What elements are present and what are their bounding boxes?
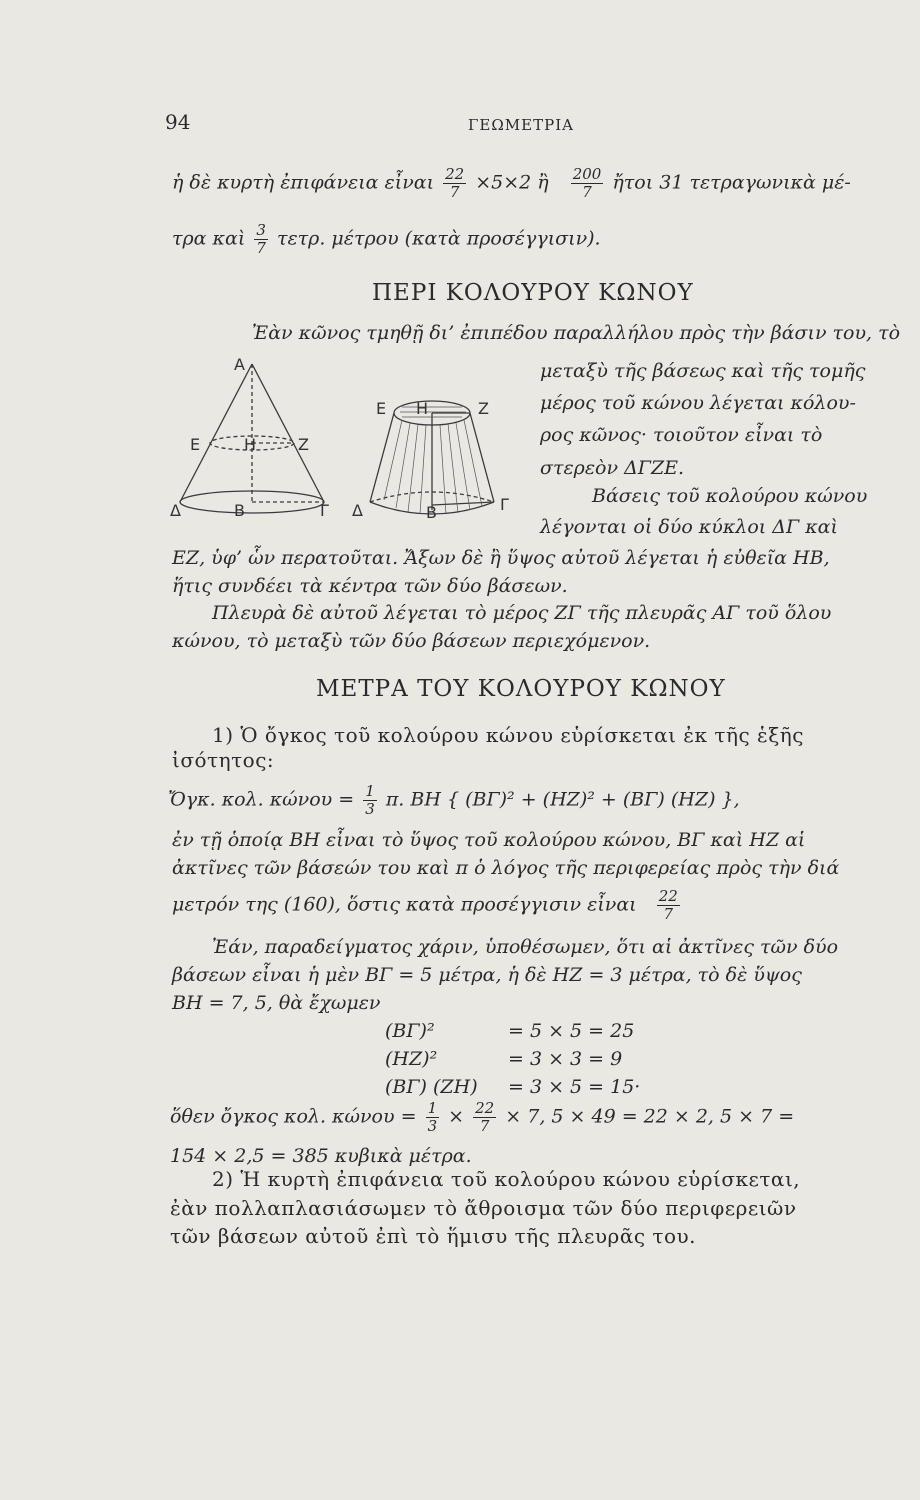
volume-formula — [168, 783, 740, 818]
fraction-numerator: 22 — [445, 165, 465, 183]
cone-label-b: Β — [234, 501, 245, 520]
volume-text-a: ὅθεν ὄγκος κολ. κώνου = — [170, 1105, 417, 1128]
cone-figure — [170, 350, 530, 530]
fraction-numerator: 22 — [475, 1099, 495, 1117]
cone-label-z: Ζ — [298, 435, 309, 454]
fraction-numerator: 3 — [256, 221, 266, 239]
fraction-denominator: 7 — [479, 1117, 490, 1135]
s1-line-4: ρος κῶνος· τοιοῦτον εἶναι τὸ — [540, 424, 823, 446]
s1-line-5: στερεὸν ΔΓΖΕ. — [540, 457, 685, 479]
s1-line-11: κώνου, τὸ μεταξὺ τῶν δύο βάσεων περιεχόμενον. — [172, 630, 651, 652]
s2-ex-line-2: βάσεων εἶναι ἡ μὲν ΒΓ = 5 μέτρα, ἡ δὲ ΗΖ = 3 μέτρα, τὸ δὲ ὕψος — [172, 964, 802, 986]
fraction-denominator: 3 — [427, 1117, 438, 1135]
s2-p3-line-3: τῶν βάσεων αὐτοῦ ἐπὶ τὸ ἥμισυ τῆς πλευρᾶς του. — [170, 1224, 696, 1248]
cone-label-d: Δ — [170, 501, 181, 520]
fraction-numerator: 1 — [427, 1099, 438, 1117]
fraction-denominator: 3 — [365, 800, 375, 818]
page-number: 94 — [165, 110, 191, 134]
s2-p2-line-3 — [172, 888, 683, 923]
fraction-numerator: 1 — [365, 782, 375, 800]
fraction-numerator: 22 — [658, 887, 678, 905]
frustum-label-z: Ζ — [478, 399, 489, 418]
cone-label-e: Ε — [190, 435, 201, 454]
s1-line-6: Βάσεις τοῦ κολούρου κώνου — [592, 485, 868, 507]
s2-p2-line-2: ἀκτῖνες τῶν βάσεών του καὶ π ὁ λόγος τῆς περιφερείας πρὸς τὴν διά — [172, 857, 840, 879]
section-heading-measures: ΜΕΤΡΑ ΤΟΥ ΚΟΛΟΥΡΟΥ ΚΩΝΟΥ — [316, 676, 726, 702]
intro-line-2 — [172, 222, 601, 257]
s2-ex-line-3: ΒΗ = 7, 5, θὰ ἔχωμεν — [172, 992, 381, 1014]
cone-label-h: Η — [244, 435, 257, 454]
volume-result-line-2: 154 × 2,5 = 385 κυβικὰ μέτρα. — [170, 1145, 472, 1167]
fraction — [473, 1100, 496, 1135]
fraction-denominator: 7 — [449, 183, 460, 201]
fraction — [254, 222, 268, 257]
s1-line-10: Πλευρὰ δὲ αὐτοῦ λέγεται τὸ μέρος ΖΓ τῆς πλευρᾶς ΑΓ τοῦ ὅλου — [212, 602, 832, 624]
cone-label-g: Γ — [320, 501, 329, 520]
calc-row-1-lhs: (ΒΓ)² — [385, 1020, 435, 1042]
calc-row-3-rhs: = 3 × 5 = 15· — [508, 1076, 641, 1098]
fraction — [426, 1100, 440, 1135]
s1-line-1: Ἐὰν κῶνος τμηθῇ δι’ ἐπιπέδου παραλλήλου πρὸς τὴν βάσιν του, τὸ — [252, 322, 901, 344]
s1-line-2: μεταξὺ τῆς βάσεως καὶ τῆς τομῆς — [540, 360, 866, 382]
intro-text-d: τρα καὶ — [172, 227, 246, 250]
calc-row-2-rhs: = 3 × 3 = 9 — [508, 1048, 623, 1070]
s2-p2-text: μετρόν της (160), ὅστις κατὰ προσέγγισιν εἶναι — [172, 893, 637, 916]
frustum-label-h: Η — [416, 399, 429, 418]
frustum-label-b: Β — [426, 503, 437, 522]
fraction-denominator: 7 — [256, 239, 266, 257]
calc-row-3-lhs: (ΒΓ) (ΖΗ) — [385, 1076, 478, 1098]
fraction — [363, 783, 377, 818]
section-heading-frustum: ΠΕΡΙ ΚΟΛΟΥΡΟΥ ΚΩΝΟΥ — [372, 280, 694, 306]
intro-text-e: τετρ. μέτρου (κατὰ προσέγγισιν). — [276, 227, 601, 250]
s1-line-9: ἥτις συνδέει τὰ κέντρα τῶν δύο βάσεων. — [172, 575, 568, 597]
fraction-numerator: 200 — [572, 165, 602, 183]
volume-times: × — [448, 1105, 465, 1128]
fraction-denominator: 7 — [582, 183, 592, 201]
running-title: ΓΕΩΜΕΤΡΙΑ — [468, 116, 574, 134]
s2-p2-line-1: ἐν τῇ ὁποίᾳ ΒΗ εἶναι τὸ ὕψος τοῦ κολούρου κώνου, ΒΓ καὶ ΗΖ αἱ — [172, 829, 806, 851]
frustum-label-e: Ε — [376, 399, 387, 418]
s2-p1-line-2: ἰσότητος: — [172, 748, 275, 772]
cone-label-apex: Α — [234, 355, 245, 374]
fraction — [443, 166, 466, 201]
calc-row-1-rhs: = 5 × 5 = 25 — [508, 1020, 635, 1042]
fraction — [571, 166, 604, 201]
intro-text-a: ἡ δὲ κυρτὴ ἐπιφάνεια εἶναι — [172, 171, 435, 194]
frustum-label-d: Δ — [352, 501, 363, 520]
s2-ex-line-1: Ἐάν, παραδείγματος χάριν, ὑποθέσωμεν, ὅτι αἱ ἀκτῖνες τῶν δύο — [212, 936, 839, 958]
volume-result-line-1 — [170, 1100, 794, 1135]
frustum-label-g: Γ — [500, 495, 509, 514]
s1-line-3: μέρος τοῦ κώνου λέγεται κόλου- — [540, 392, 856, 414]
s1-line-7: λέγονται οἱ δύο κύκλοι ΔΓ καὶ — [540, 516, 838, 538]
s2-p3-line-1: 2) Ἡ κυρτὴ ἐπιφάνεια τοῦ κολούρου κώνου εὑρίσκεται, — [212, 1167, 801, 1191]
intro-text-c: ἤτοι 31 τετραγωνικὰ μέ- — [612, 171, 851, 194]
s2-p1-line-1: 1) Ὁ ὄγκος τοῦ κολούρου κώνου εὑρίσκεται ἐκ τῆς ἑξῆς — [212, 723, 804, 747]
calc-row-2-lhs: (ΗΖ)² — [385, 1048, 438, 1070]
formula-rhs: π. ΒΗ { (ΒΓ)² + (ΗΖ)² + (ΒΓ) (ΗΖ) }, — [385, 788, 740, 811]
fraction-denominator: 7 — [663, 905, 673, 923]
intro-line-1 — [172, 166, 851, 201]
intro-text-b: ×5×2 ἢ — [475, 171, 549, 194]
s1-line-8: ΕΖ, ὑφ’ ὧν περατοῦται. Ἄξων δὲ ἢ ὕψος αὐτοῦ λέγεται ἡ εὐθεῖα ΗΒ, — [172, 547, 830, 569]
formula-lhs: Ὄγκ. κολ. κώνου = — [168, 788, 355, 811]
fraction — [657, 888, 680, 923]
volume-text-b: × 7, 5 × 49 = 22 × 2, 5 × 7 = — [505, 1105, 795, 1128]
s2-p3-line-2: ἐὰν πολλαπλασιάσωμεν τὸ ἄθροισμα τῶν δύο περιφερειῶν — [170, 1196, 797, 1220]
